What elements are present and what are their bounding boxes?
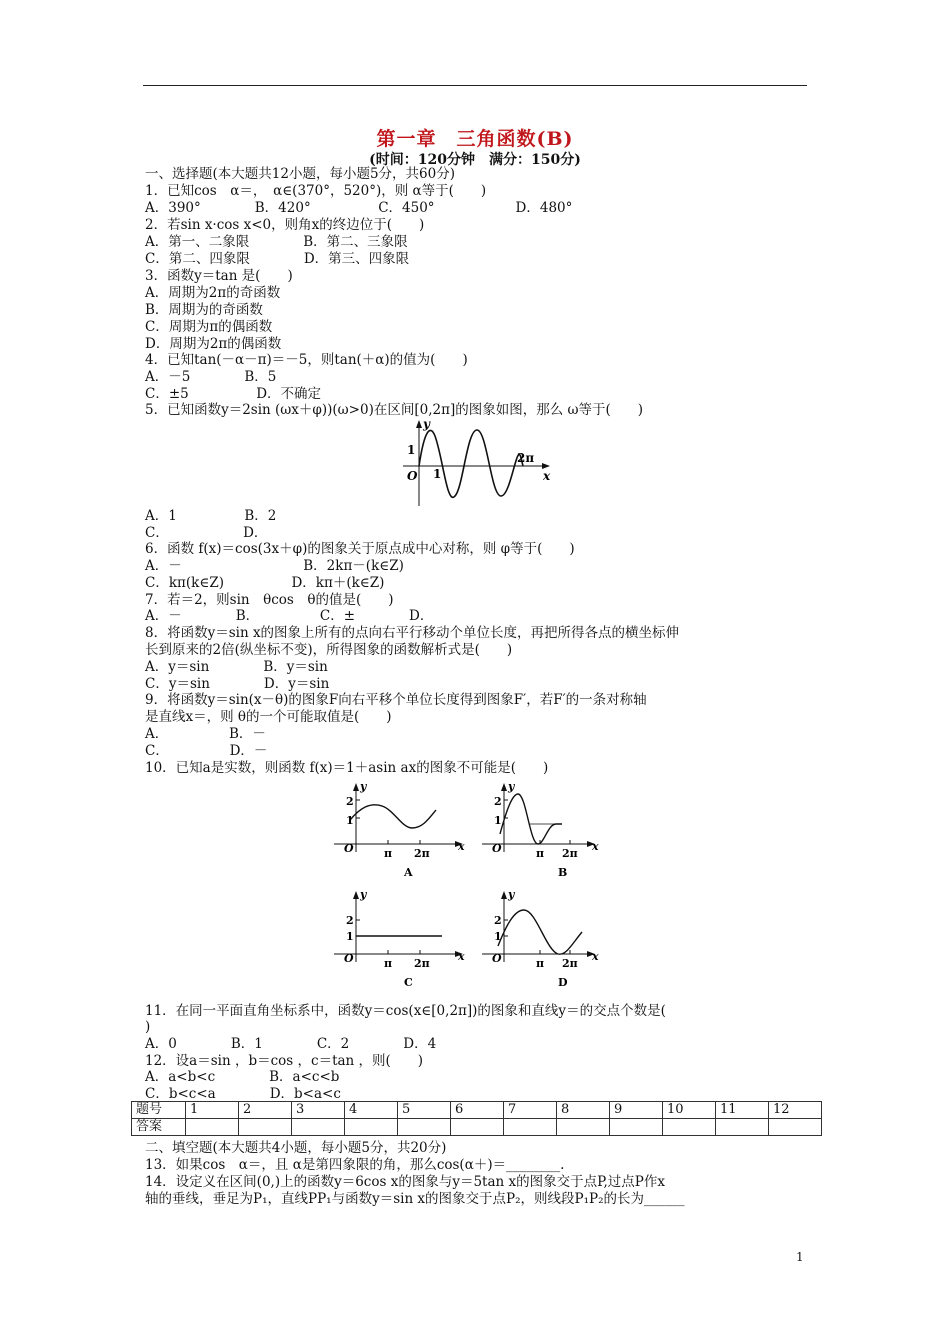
q10-graph-a <box>330 780 470 880</box>
page-subtitle: (时间：120分钟 满分：150分) <box>369 152 581 168</box>
q5-label-origin: O <box>407 469 418 483</box>
q5-y-arrow <box>416 420 422 428</box>
svg-text:1: 1 <box>346 814 354 827</box>
answer-cell[interactable] <box>716 1119 769 1136</box>
q4-options-ab: A．－5 B．5 <box>145 369 277 385</box>
q10-label-c: C <box>404 976 413 988</box>
q5-sine-graph <box>395 418 560 510</box>
q5-stem: 5．已知函数y＝2sin (ωx＋φ))(ω>0)在区间[0,2π]的图象如图，那么 ω等于( ) <box>145 402 644 418</box>
svg-text:y: y <box>360 780 367 793</box>
section-heading-choice: 一、选择题(本大题共12小题，每小题5分，共60分) <box>145 166 455 182</box>
q5-curve <box>419 430 523 497</box>
table-cell-label: 答案 <box>132 1119 186 1136</box>
q11-stem-cont: ) <box>145 1019 151 1035</box>
q7-options: A．－ B． C．± D． <box>145 608 434 624</box>
q6-stem: 6．函数 f(x)＝cos(3x＋φ)的图象关于原点成中心对称，则 φ等于( ) <box>145 541 575 557</box>
svg-text:2π: 2π <box>414 957 430 970</box>
svg-text:π: π <box>536 847 545 860</box>
q13-stem: 13．如果cos α＝，且 α是第四象限的角，那么cos(α＋)＝________. <box>145 1157 565 1173</box>
q10-a-curve <box>350 805 436 828</box>
table-cell: 11 <box>716 1102 769 1119</box>
svg-text:2: 2 <box>494 914 502 927</box>
q3-option-c: C．周期为π的偶函数 <box>145 319 273 335</box>
svg-text:2π: 2π <box>414 847 430 860</box>
q3-option-d: D．周期为2π的偶函数 <box>145 336 282 352</box>
q8-stem-line2: 长到原来的2倍(纵坐标不变)，所得图象的函数解析式是( ) <box>145 642 513 658</box>
q5-options-cd: C． D． <box>145 525 268 541</box>
q11-options: A．0 B．1 C．2 D．4 <box>145 1036 437 1052</box>
answer-cell[interactable] <box>769 1119 822 1136</box>
table-cell: 1 <box>186 1102 239 1119</box>
svg-text:O: O <box>492 952 502 965</box>
svg-text:O: O <box>344 952 354 965</box>
q14-stem-line2: 轴的垂线，垂足为P₁，直线PP₁与函数y＝sin x的图象交于点P₂，则线段P₁P₂的长为______ <box>145 1191 685 1207</box>
q6-options-cd: C．kπ(k∈Z) D．kπ＋(k∈Z) <box>145 575 385 591</box>
svg-text:2: 2 <box>494 795 502 808</box>
table-cell: 5 <box>398 1102 451 1119</box>
svg-text:y: y <box>508 888 515 901</box>
header-rule <box>143 85 807 86</box>
svg-text:x: x <box>458 950 465 963</box>
q8-options-ab: A．y＝sin B．y＝sin <box>145 659 328 675</box>
svg-text:O: O <box>492 842 502 855</box>
table-cell: 8 <box>557 1102 610 1119</box>
svg-text:π: π <box>536 957 545 970</box>
svg-text:1: 1 <box>494 930 502 943</box>
q9-options-cd: C． D．－ <box>145 743 268 759</box>
q2-options-ab: A．第一、二象限 B．第二、三象限 <box>145 234 408 250</box>
q9-options-ab: A． B．－ <box>145 726 266 742</box>
svg-text:2π: 2π <box>562 847 578 860</box>
q12-options-cd: C．b<c<a D．b<a<c <box>145 1086 341 1102</box>
svg-text:y: y <box>508 780 515 793</box>
table-cell: 2 <box>239 1102 292 1119</box>
table-row <box>132 1102 822 1119</box>
svg-text:O: O <box>344 842 354 855</box>
q6-options-ab: A．－ B．2kπ－(k∈Z) <box>145 558 404 574</box>
table-cell: 6 <box>451 1102 504 1119</box>
answer-cell[interactable] <box>663 1119 716 1136</box>
svg-text:π: π <box>384 847 393 860</box>
q1-stem: 1．已知cos α＝， α∈(370°，520°)，则 α等于( ) <box>145 183 487 199</box>
table-cell: 9 <box>610 1102 663 1119</box>
q5-label-y: y <box>423 418 430 431</box>
q9-stem-line2: 是直线x＝，则 θ的一个可能取值是( ) <box>145 709 392 725</box>
q11-stem: 11．在同一平面直角坐标系中，函数y＝cos(x∈[0,2π])的图象和直线y＝的交点个数是( <box>145 1003 666 1019</box>
q12-options-ab: A．a<b<c B．a<c<b <box>145 1069 340 1085</box>
svg-text:1: 1 <box>494 814 502 827</box>
q3-stem: 3．函数y＝tan 是( ) <box>145 268 293 284</box>
answer-cell[interactable] <box>345 1119 398 1136</box>
answer-cell[interactable] <box>451 1119 504 1136</box>
q10-label-d: D <box>558 976 568 988</box>
table-cell: 3 <box>292 1102 345 1119</box>
svg-text:π: π <box>384 957 393 970</box>
svg-text:2: 2 <box>346 795 354 808</box>
q5-label-one-y: 1 <box>407 443 416 457</box>
q1-options: A．390° B．420° C．450° D．480° <box>145 200 573 216</box>
answer-cell[interactable] <box>504 1119 557 1136</box>
table-cell: 4 <box>345 1102 398 1119</box>
answer-cell[interactable] <box>557 1119 610 1136</box>
q3-option-b: B．周期为的奇函数 <box>145 302 263 318</box>
svg-text:x: x <box>592 950 599 963</box>
answer-table <box>131 1101 822 1136</box>
page-number: 1 <box>796 1250 804 1264</box>
q10-graph-b <box>478 780 618 880</box>
answer-cell[interactable] <box>186 1119 239 1136</box>
q5-label-one-x: 1 <box>433 467 442 481</box>
svg-text:2π: 2π <box>562 957 578 970</box>
svg-text:2: 2 <box>346 914 354 927</box>
table-cell: 10 <box>663 1102 716 1119</box>
q8-stem-line1: 8．将函数y＝sin x的图象上所有的点向右平行移动个单位长度，再把所得各点的横坐标伸 <box>145 625 680 641</box>
q10-label-b: B <box>558 866 568 879</box>
q10-label-a: A <box>404 866 413 879</box>
svg-text:x: x <box>592 840 599 853</box>
section-heading-fill: 二、填空题(本大题共4小题，每小题5分，共20分) <box>145 1140 447 1156</box>
q9-stem-line1: 9．将函数y＝sin(x－θ)的图象F向右平移个单位长度得到图象F′，若F′的一条对称轴 <box>145 692 647 708</box>
svg-text:y: y <box>360 888 367 901</box>
table-cell: 7 <box>504 1102 557 1119</box>
svg-text:1: 1 <box>346 930 354 943</box>
table-row <box>132 1119 822 1136</box>
q4-options-cd: C．±5 D．不确定 <box>145 386 322 402</box>
q8-options-cd: C．y＝sin D．y＝sin <box>145 676 330 692</box>
svg-text:x: x <box>458 840 465 853</box>
table-cell: 12 <box>769 1102 822 1119</box>
answer-cell[interactable] <box>239 1119 292 1136</box>
answer-cell[interactable] <box>292 1119 345 1136</box>
q2-options-cd: C．第二、四象限 D．第三、四象限 <box>145 251 410 267</box>
answer-cell[interactable] <box>398 1119 451 1136</box>
q10-d-curve <box>498 910 582 954</box>
q12-stem: 12．设a＝sin ，b＝cos ，c＝tan ，则( ) <box>145 1053 424 1069</box>
q7-stem: 7．若＝2，则sin θcos θ的值是( ) <box>145 592 394 608</box>
page-title: 第一章 三角函数(B) <box>376 128 574 150</box>
q5-options-ab: A．1 B．2 <box>145 508 277 524</box>
q5-label-two-pi: 2π <box>517 451 535 465</box>
q10-stem: 10．已知a是实数，则函数 f(x)＝1＋asin ax的图象不可能是( ) <box>145 760 549 776</box>
q10-graph-d <box>478 888 618 988</box>
answer-cell[interactable] <box>610 1119 663 1136</box>
q3-option-a: A．周期为2π的奇函数 <box>145 285 281 301</box>
q4-stem: 4．已知tan(－α－π)＝－5，则tan(＋α)的值为( ) <box>145 352 468 368</box>
table-cell-label: 题号 <box>132 1102 186 1119</box>
q5-label-x: x <box>543 469 551 483</box>
q10-graph-c <box>330 888 470 988</box>
q14-stem-line1: 14．设定义在区间(0,)上的函数y＝6cos x的图象与y＝5tan x的图象交于点P,过点P作x <box>145 1174 665 1190</box>
q2-stem: 2．若sin x·cos x<0，则角x的终边位于( ) <box>145 217 425 233</box>
